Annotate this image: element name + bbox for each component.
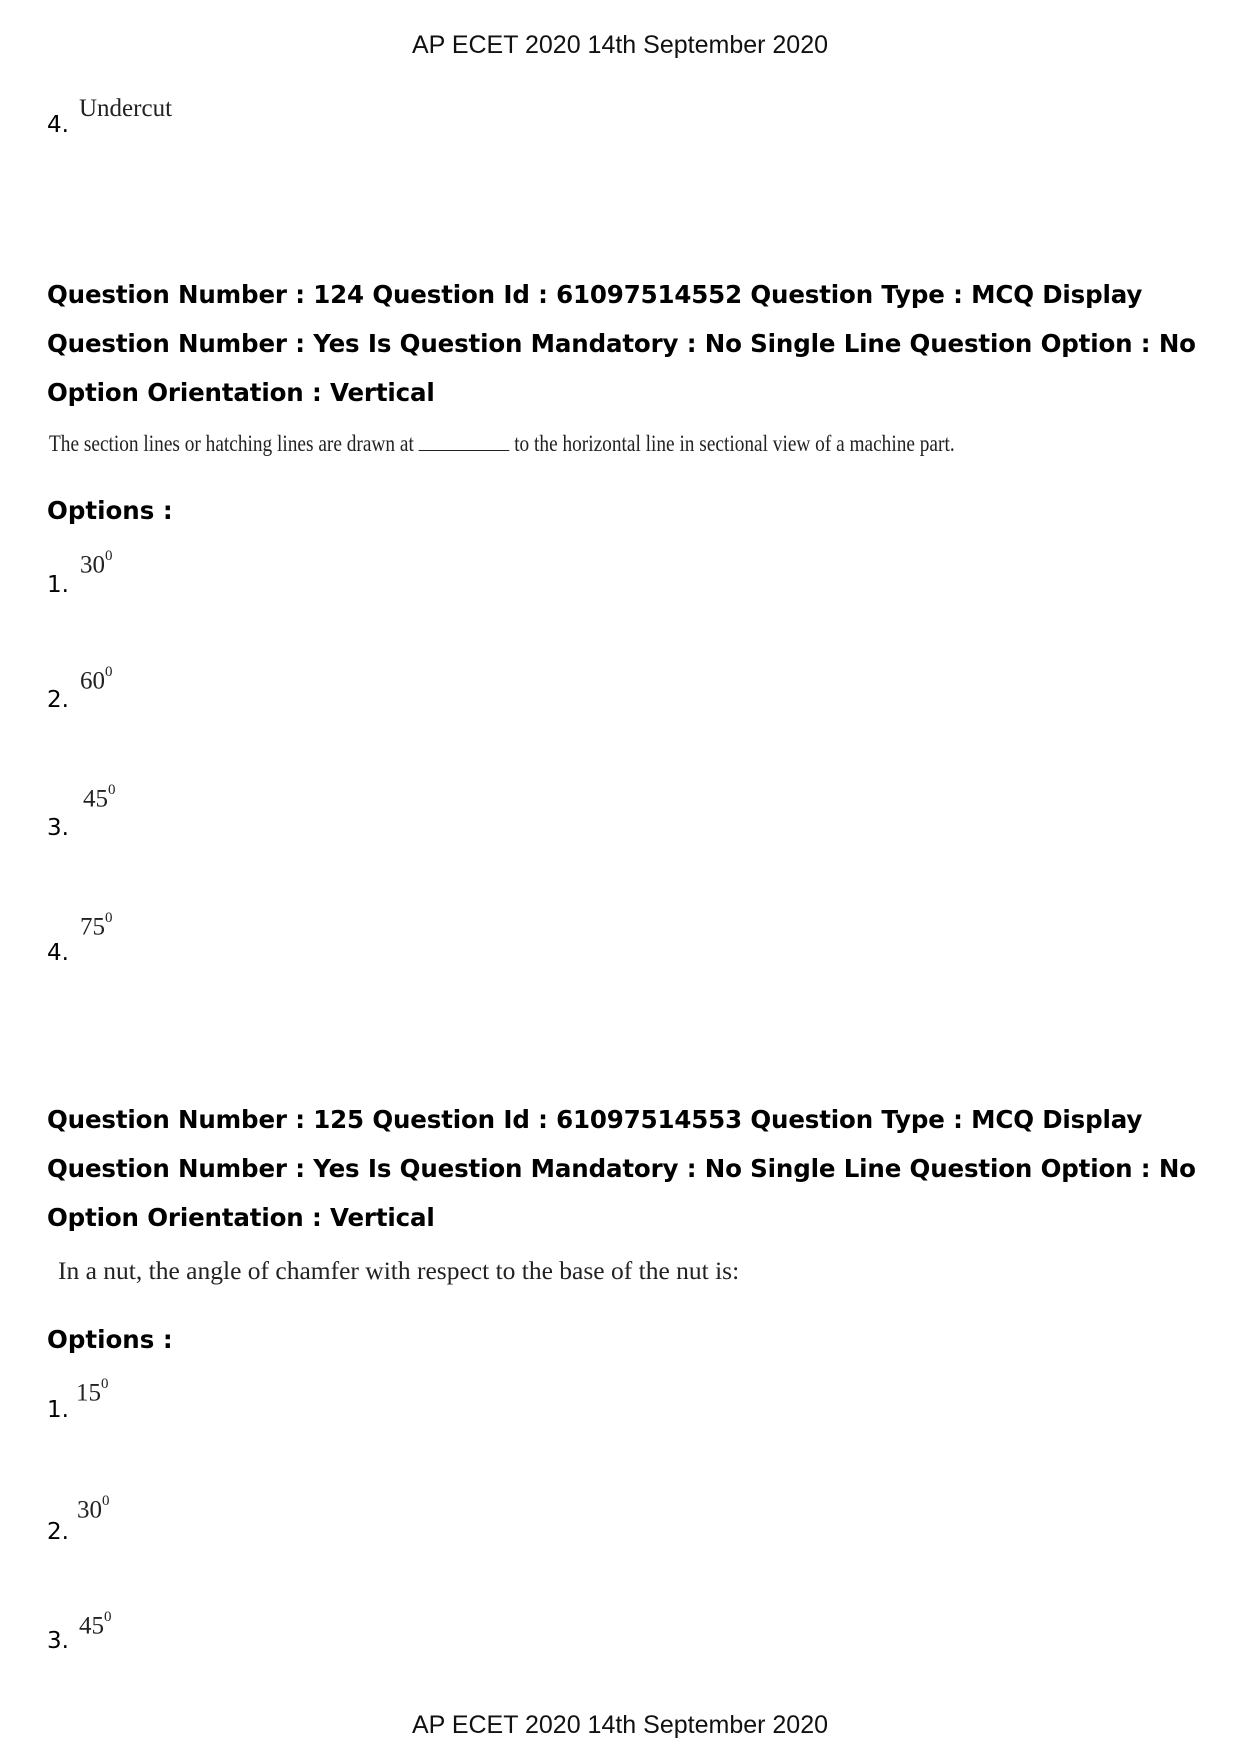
question-text-after: to the horizontal line in sectional view of a machine part. bbox=[514, 431, 955, 456]
degree-superscript: 0 bbox=[105, 548, 113, 564]
option-value: $45^0$ bbox=[79, 1609, 112, 1640]
option-number: 1. bbox=[47, 1397, 69, 1423]
degree-superscript: 0 bbox=[105, 910, 113, 926]
degree-superscript: 0 bbox=[101, 1376, 109, 1392]
option-value: $30^0$ bbox=[77, 1493, 110, 1524]
option-number: 4. bbox=[47, 112, 69, 138]
option-number: 2. bbox=[47, 1519, 69, 1545]
option-value: $45^0$ bbox=[83, 782, 116, 813]
question-meta: Question Number : 125 Question Id : 61097514553 Question Type : MCQ Display Question Number : Yes Is Question Mandatory : No Single Line Question Option : No Option Orientation : Vertical bbox=[47, 1105, 1196, 1232]
question-text-before: The section lines or hatching lines are drawn at bbox=[49, 431, 414, 456]
option-text: Undercut bbox=[79, 95, 173, 122]
option-value: $15^0$ bbox=[76, 1376, 109, 1407]
option-number: 4. bbox=[47, 940, 69, 966]
page-footer: AP ECET 2020 14th September 2020 bbox=[411, 1711, 829, 1739]
question-text bbox=[49, 430, 955, 457]
degree-superscript: 0 bbox=[105, 664, 113, 680]
option-number: 3. bbox=[47, 1628, 69, 1654]
options-label: Options : bbox=[47, 496, 173, 525]
answer-blank bbox=[419, 430, 510, 451]
option-number: 2. bbox=[47, 687, 69, 713]
option-value: $60^0$ bbox=[80, 664, 113, 695]
option-number: 1. bbox=[47, 572, 69, 598]
options-label: Options : bbox=[47, 1325, 173, 1354]
option-number: 3. bbox=[47, 815, 69, 841]
option-value: $30^0$ bbox=[80, 548, 113, 579]
option-value: $75^0$ bbox=[80, 910, 113, 941]
degree-superscript: 0 bbox=[108, 782, 116, 798]
degree-superscript: 0 bbox=[102, 1493, 110, 1509]
page-header: AP ECET 2020 14th September 2020 bbox=[411, 31, 829, 59]
degree-superscript: 0 bbox=[104, 1609, 112, 1625]
question-text: In a nut, the angle of chamfer with respect to the base of the nut is: bbox=[58, 1256, 740, 1285]
question-meta: Question Number : 124 Question Id : 61097514552 Question Type : MCQ Display Question Number : Yes Is Question Mandatory : No Single Line Question Option : No Option Orientation : Vertical bbox=[47, 280, 1196, 407]
